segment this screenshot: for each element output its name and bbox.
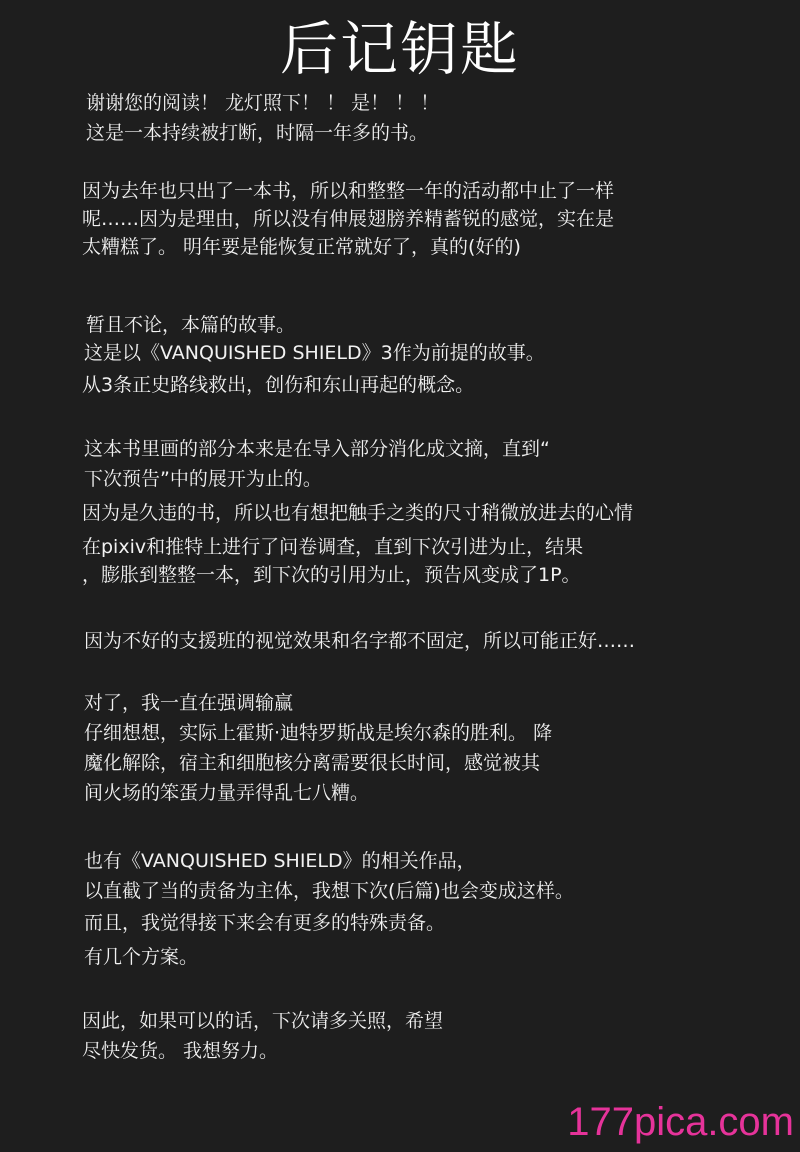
text-line: 这是以《VANQUISHED SHIELD》3作为前提的故事。 — [84, 342, 545, 364]
text-line: 尽快发货。 我想努力。 — [82, 1040, 279, 1062]
text-line: 谢谢您的阅读！ 龙灯照下！ ！ 是！ ！ ！ — [86, 92, 440, 114]
text-line: ，膨胀到整整一本，到下次的引用为止，预告风变成了1P。 — [82, 564, 581, 586]
text-line: 下次预告”中的展开为止的。 — [84, 468, 322, 490]
text-line: 在pixiv和推特上进行了问卷调查，直到下次引进为止，结果 — [82, 536, 584, 558]
text-line: 因为去年也只出了一本书，所以和整整一年的活动都中止了一样 — [82, 180, 615, 202]
text-line: 这本书里画的部分本来是在导入部分消化成文摘，直到“ — [84, 438, 550, 460]
text-line: 这是一本持续被打断，时隔一年多的书。 — [86, 122, 429, 144]
page-title: 后记钥匙 — [279, 15, 520, 83]
text-line: 从3条正史路线救出，创伤和东山再起的概念。 — [82, 374, 475, 396]
text-line: 有几个方案。 — [84, 946, 199, 968]
text-line: 而且，我觉得接下来会有更多的特殊责备。 — [84, 912, 446, 934]
text-line: 间火场的笨蛋力量弄得乱七八糟。 — [84, 782, 370, 804]
text-line: 仔细想想，实际上霍斯·迪特罗斯战是埃尔森的胜利。 降 — [84, 722, 553, 744]
text-line: 太糟糕了。 明年要是能恢复正常就好了，真的(好的) — [82, 236, 521, 258]
text-line: 呢……因为是理由，所以没有伸展翅膀养精蓄锐的感觉，实在是 — [82, 208, 615, 230]
text-line: 魔化解除，宿主和细胞核分离需要很长时间，感觉被其 — [84, 752, 541, 774]
text-line: 对了，我一直在强调输赢 — [84, 692, 294, 714]
text-line: 因为是久违的书，所以也有想把触手之类的尺寸稍微放进去的心情 — [82, 502, 634, 524]
site-watermark: 177pica.com — [567, 1100, 794, 1144]
text-line: 暂且不论，本篇的故事。 — [86, 314, 296, 336]
text-line: 也有《VANQUISHED SHIELD》的相关作品， — [84, 850, 476, 872]
text-line: 因此，如果可以的话，下次请多关照，希望 — [82, 1010, 444, 1032]
text-line: 因为不好的支援班的视觉效果和名字都不固定，所以可能正好…… — [84, 630, 636, 652]
text-line: 以直截了当的责备为主体，我想下次(后篇)也会变成这样。 — [84, 880, 574, 902]
